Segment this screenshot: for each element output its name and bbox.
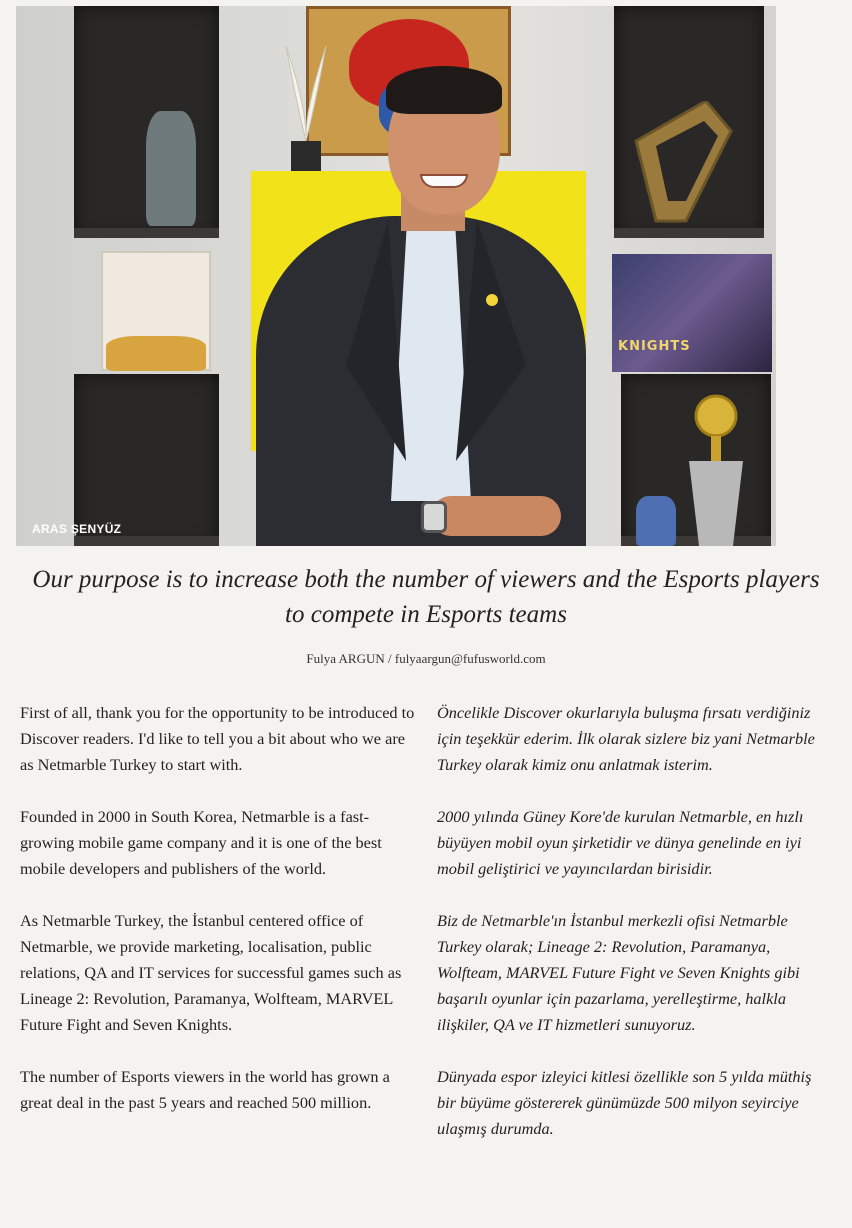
small-figure	[636, 496, 676, 546]
lapel-pin	[486, 294, 498, 306]
english-paragraph: First of all, thank you for the opportunity to be introduced to Discover readers. I'd like to tell you a bit about who we are as Netmarble Turkey to start with.	[20, 703, 415, 774]
interview-photo	[16, 6, 776, 546]
english-paragraph: The number of Esports viewers in the world has grown a great deal in the past 5 years and reached 500 million.	[20, 1067, 390, 1112]
photo-caption: ARAS ŞENYÜZ	[32, 522, 122, 536]
frame-trophy	[626, 101, 736, 231]
seven-knights-poster	[612, 254, 772, 372]
person-smile	[420, 174, 468, 188]
article-byline: Fulya ARGUN / fulyaargun@fufusworld.com	[306, 651, 546, 666]
person-hair	[386, 66, 502, 114]
figurine-group	[106, 336, 206, 371]
english-paragraph: As Netmarble Turkey, the İstanbul centered office of Netmarble, we provide marketing, localisation, public relations, QA and IT services for successful games such as Lineage 2: Revolution, Paramanya, Wolfteam, MARVEL Future Fight and Seven Knights.	[20, 911, 402, 1034]
turkish-paragraph: 2000 yılında Güney Kore'de kurulan Netmarble, en hızlı büyüyen mobil oyun şirketidir ve dünya genelinde en iyi mobil geliştirici ve yayıncılardan birisidir.	[437, 807, 804, 878]
shelf-bottom-left	[74, 374, 219, 546]
gold-cup-trophy	[681, 391, 751, 546]
turkish-paragraph: Biz de Netmarble'ın İstanbul merkezli ofisi Netmarble Turkey olarak; Lineage 2: Revolution, Paramanya, Wolfteam, MARVEL Future Fight ve Seven Knights gibi başarılı oyunlar için pazarlama, yerelleştirme, halkla ilişkiler, QA ve IT hizmetleri sunuyoruz.	[437, 911, 800, 1034]
turkish-paragraph: Öncelikle Discover okurlarıyla buluşma fırsatı verdiğiniz için teşekkür ederim. İlk olarak sizlere biz yani Netmarble Turkey olarak kimiz onu anlatmak isterim.	[437, 703, 815, 774]
english-paragraph: Founded in 2000 in South Korea, Netmarble is a fast-growing mobile game company and it is one of the best mobile developers and publishers of the world.	[20, 807, 382, 878]
person-hand	[431, 496, 561, 536]
turkish-paragraph: Dünyada espor izleyici kitlesi özellikle son 5 yılda müthiş bir büyüme göstererek günümüzde 500 milyon seyirciye ulaşmış durumda.	[437, 1067, 812, 1138]
armor-figure	[146, 111, 196, 226]
article-title: Our purpose is to increase both the number of viewers and the Esports players to compete in Esports teams	[32, 566, 820, 628]
english-column	[20, 700, 420, 1142]
award-trophy	[281, 46, 331, 176]
poster-title: KNIGHTS	[618, 339, 691, 354]
turkish-column	[437, 700, 832, 1168]
wristwatch	[421, 501, 447, 533]
